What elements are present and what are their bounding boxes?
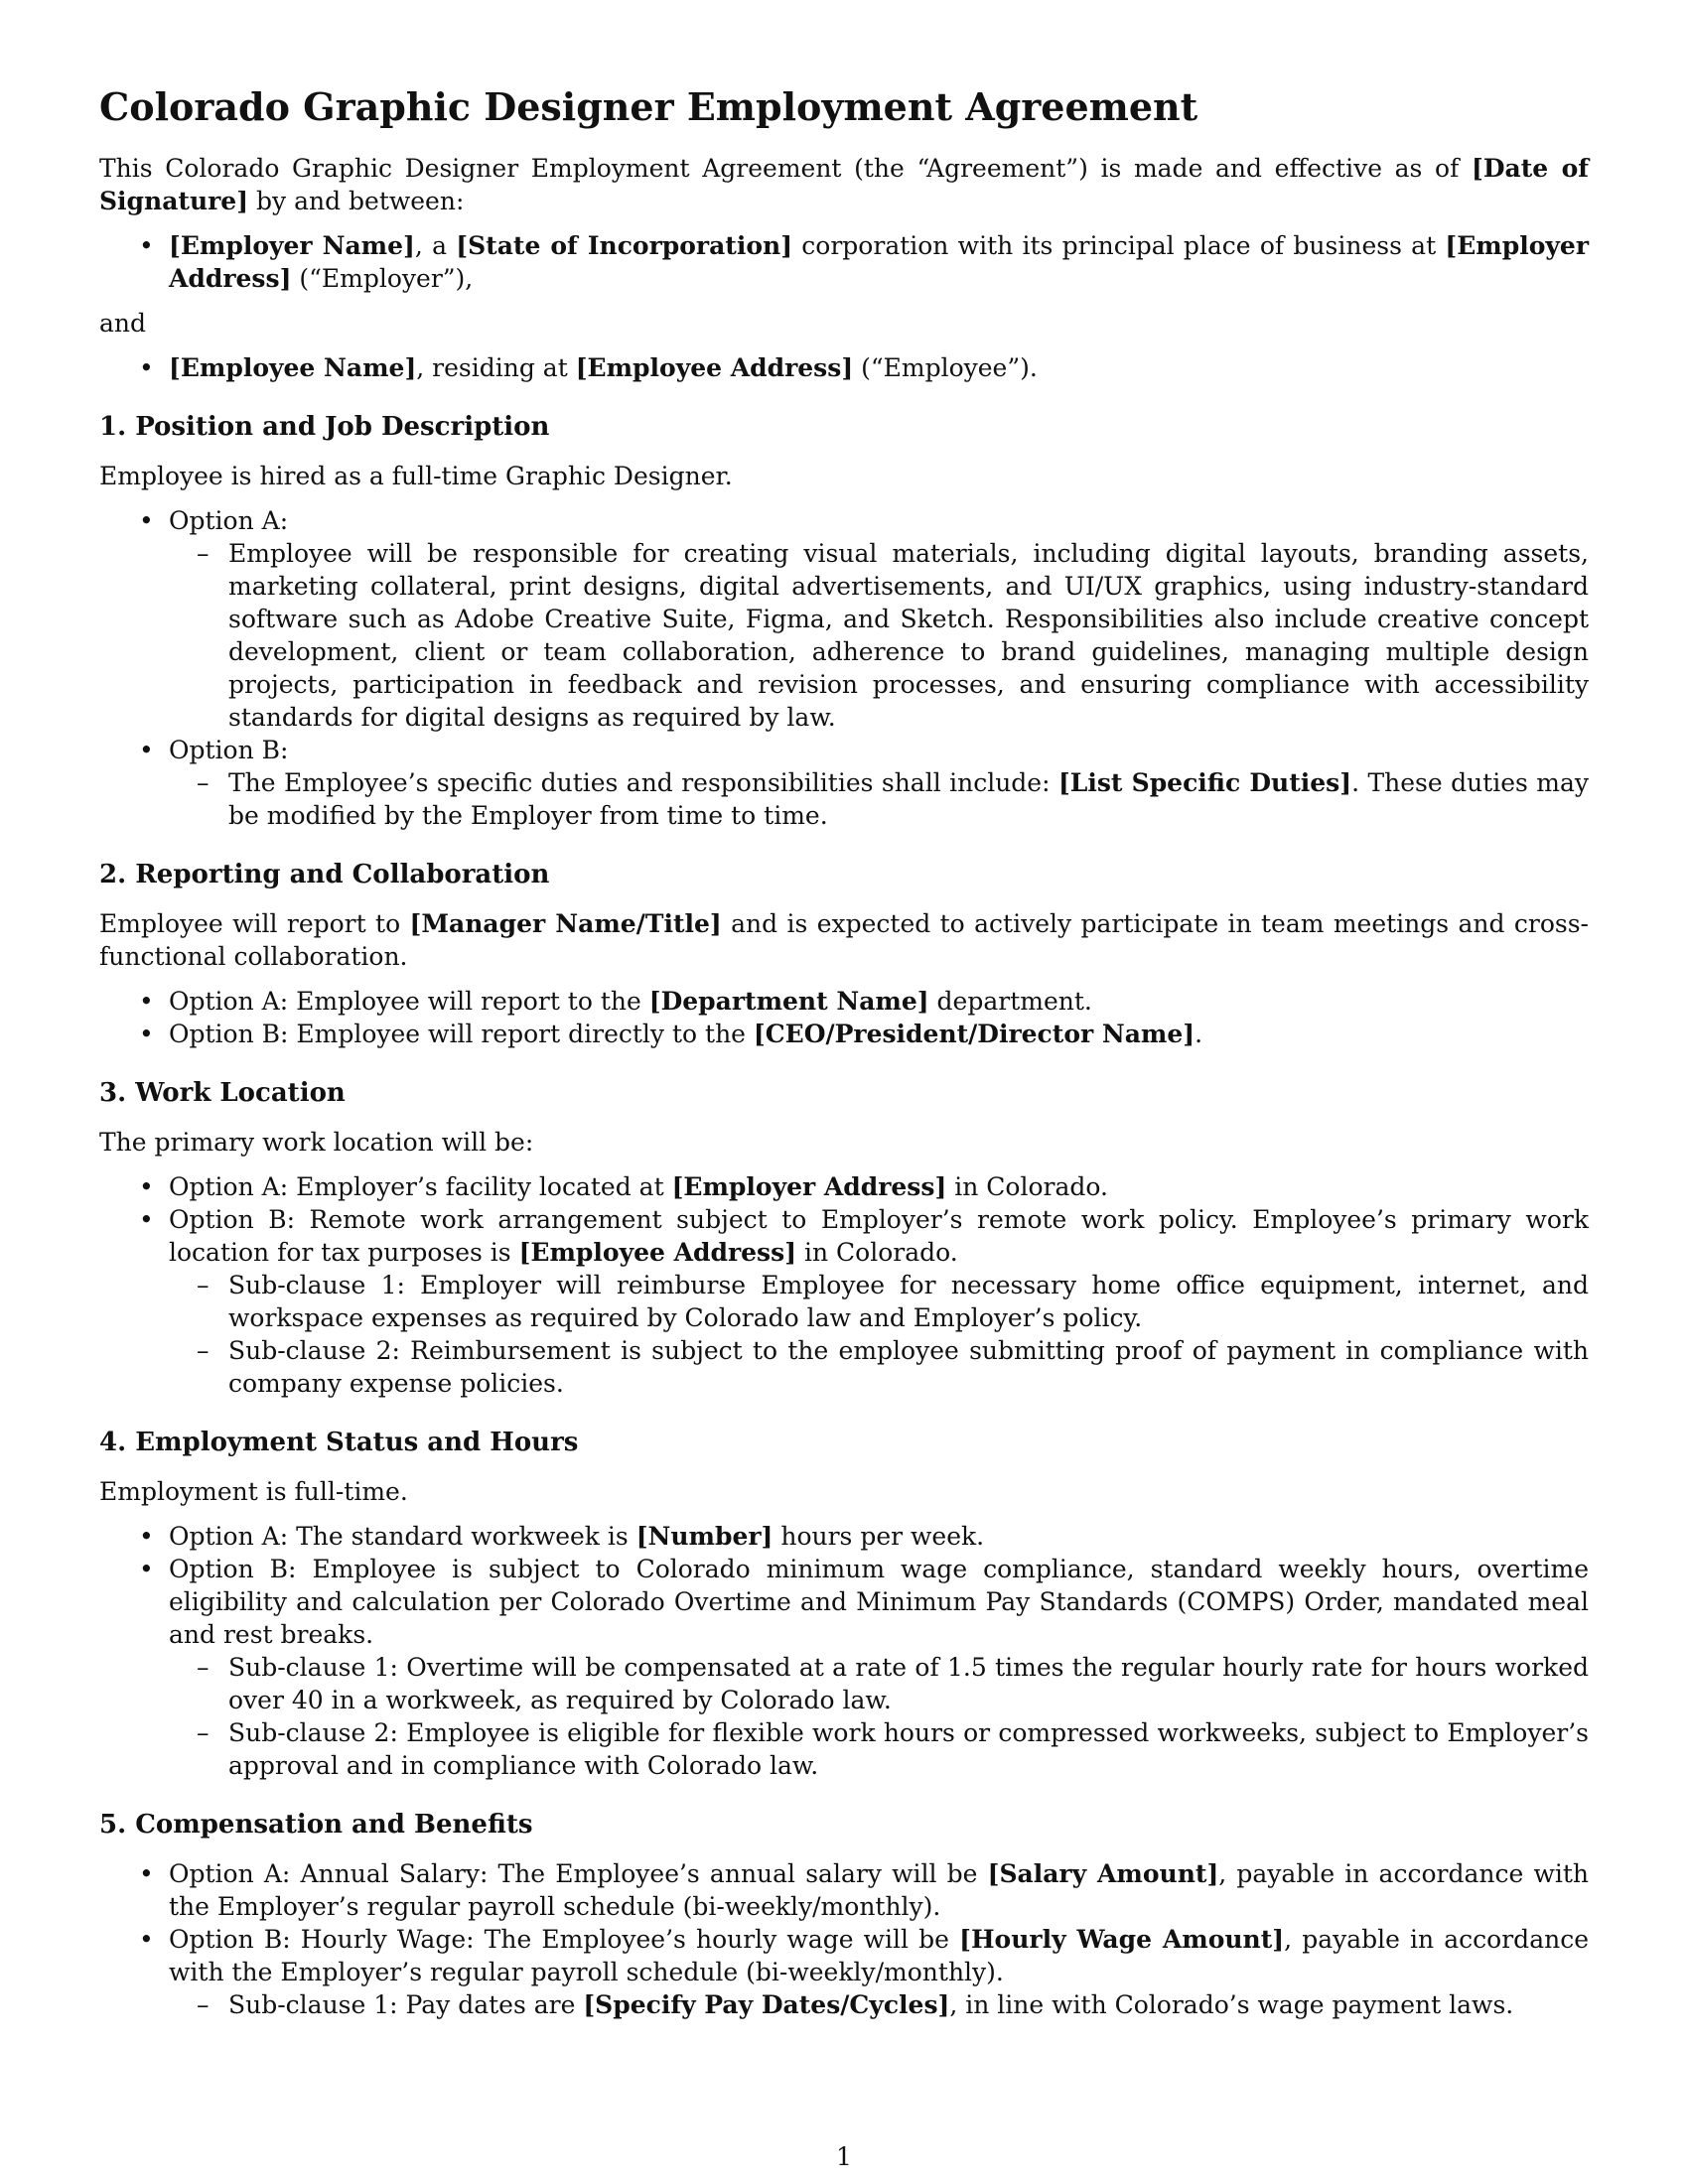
employer-party: • [Employer Name], a [State of Incorporation] corporation with its principal place of business at [Employer Address] (“Employer”), (99, 229, 1589, 295)
section-2-option-b: • Option B: Employee will report directly to the [CEO/President/Director Name]. (99, 1018, 1589, 1050)
section-5-option-a: • Option A: Annual Salary: The Employee’s annual salary will be [Salary Amount], payable in accordance with the Employer’s regular payroll schedule (bi-weekly/monthly). (99, 1857, 1589, 1923)
section-3-subclause-1: – Sub-clause 1: Employer will reimburse Employee for necessary home office equipment, internet, and workspace expenses as required by Colorado law and Employer’s policy. (169, 1269, 1589, 1334)
section-3-subclause-2: – Sub-clause 2: Reimbursement is subject to the employee submitting proof of payment in compliance with company expense policies. (169, 1334, 1589, 1400)
section-4-option-b: • Option B: Employee is subject to Colorado minimum wage compliance, standard weekly hours, overtime eligibility and calculation per Colorado Overtime and Minimum Pay Standards (COMPS) Order, mandated meal and rest breaks. – Sub-clause 1: Overtime will be compensated at a rate of 1.5 times the regular hourly rate for hours worked over 40 in a workweek, as required by Colorado law. – Sub-clause 2: Employee is eligible for flexible work hours or compressed workweeks, subject to Employer’s approval and in compliance with Colorado law. (99, 1553, 1589, 1782)
section-1-option-a: • Option A: – Employee will be responsible for creating visual materials, including digital layouts, branding assets, marketing collateral, print designs, digital advertisements, and UI/UX graphics, using industry-standard software such as Adobe Creative Suite, Figma, and Sketch. Responsibilities also include creative concept development, client or team collaboration, adherence to brand guidelines, managing multiple design projects, participation in feedback and revision processes, and ensuring compliance with accessibility standards for digital designs as required by law. (99, 504, 1589, 734)
section-4-subclause-2: – Sub-clause 2: Employee is eligible for flexible work hours or compressed workweeks, subject to Employer’s approval and in compliance with Colorado law. (169, 1716, 1589, 1782)
section-4-option-a: • Option A: The standard workweek is [Number] hours per week. (99, 1520, 1589, 1553)
section-4-subclause-1: – Sub-clause 1: Overtime will be compensated at a rate of 1.5 times the regular hourly rate for hours worked over 40 in a workweek, as required by Colorado law. (169, 1651, 1589, 1716)
page-number: 1 (836, 2142, 852, 2171)
intro-paragraph: This Colorado Graphic Designer Employment Agreement (the “Agreement”) is made and effective as of [Date of Signature] by and between: (99, 154, 1590, 215)
section-1-intro: Employee is hired as a full-time Graphic Designer. (99, 462, 733, 490)
date-placeholder: [Date of Signature] (99, 154, 1590, 215)
employer-party-list (99, 229, 1589, 295)
section-3-options (99, 1170, 1589, 1400)
section-5-subclause-1: – Sub-clause 1: Pay dates are [Specify Pay Dates/Cycles], in line with Colorado’s wage payment laws. (169, 1988, 1589, 2021)
section-4-heading: 4. Employment Status and Hours (99, 1428, 579, 1457)
and-text: and (99, 309, 147, 338)
section-1-option-a-detail: – Employee will be responsible for creating visual materials, including digital layouts, branding assets, marketing collateral, print designs, digital advertisements, and UI/UX graphics, using industry-standard software such as Adobe Creative Suite, Figma, and Sketch. Responsibilities also include creative concept development, client or team collaboration, adherence to brand guidelines, managing multiple design projects, participation in feedback and revision processes, and ensuring compliance with accessibility standards for digital designs as required by law. (169, 537, 1589, 734)
section-3-option-b: • Option B: Remote work arrangement subject to Employer’s remote work policy. Employee’s primary work location for tax purposes is [Employee Address] in Colorado. – Sub-clause 1: Employer will reimburse Employee for necessary home office equipment, internet, and workspace expenses as required by Colorado law and Employer’s policy. – Sub-clause 2: Reimbursement is subject to the employee submitting proof of payment in compliance with company expense policies. (99, 1203, 1589, 1400)
section-1-options (99, 504, 1589, 832)
section-2-intro: Employee will report to [Manager Name/Title] and is expected to actively participate in team meetings and cross-functional collaboration. (99, 909, 1589, 971)
section-5-options (99, 1857, 1589, 2021)
section-5-heading: 5. Compensation and Benefits (99, 1810, 533, 1840)
section-2-options (99, 985, 1589, 1050)
document-page (99, 84, 1589, 2033)
section-1-heading: 1. Position and Job Description (99, 412, 550, 442)
document-title: Colorado Graphic Designer Employment Agreement (99, 84, 1198, 129)
section-2-option-a: • Option A: Employee will report to the [Department Name] department. (99, 985, 1589, 1018)
section-3-option-a: • Option A: Employer’s facility located at [Employer Address] in Colorado. (99, 1170, 1589, 1203)
employee-party: • [Employee Name], residing at [Employee Address] (“Employee”). (99, 351, 1589, 384)
section-1-option-b-detail: – The Employee’s specific duties and responsibilities shall include: [List Specific Duties]. These duties may be modified by the Employer from time to time. (169, 766, 1589, 832)
employee-party-list (99, 351, 1589, 384)
section-1-option-b: • Option B: – The Employee’s specific duties and responsibilities shall include: [List Specific Duties]. These duties may be modified by the Employer from time to time. (99, 734, 1589, 832)
section-3-heading: 3. Work Location (99, 1078, 346, 1108)
section-3-intro: The primary work location will be: (99, 1128, 534, 1157)
section-2-heading: 2. Reporting and Collaboration (99, 860, 550, 889)
section-5-option-b: • Option B: Hourly Wage: The Employee’s hourly wage will be [Hourly Wage Amount], payable in accordance with the Employer’s regular payroll schedule (bi-weekly/monthly). – Sub-clause 1: Pay dates are [Specify Pay Dates/Cycles], in line with Colorado’s wage payment laws. (99, 1923, 1589, 2021)
section-4-intro: Employment is full-time. (99, 1477, 408, 1506)
section-4-options (99, 1520, 1589, 1782)
